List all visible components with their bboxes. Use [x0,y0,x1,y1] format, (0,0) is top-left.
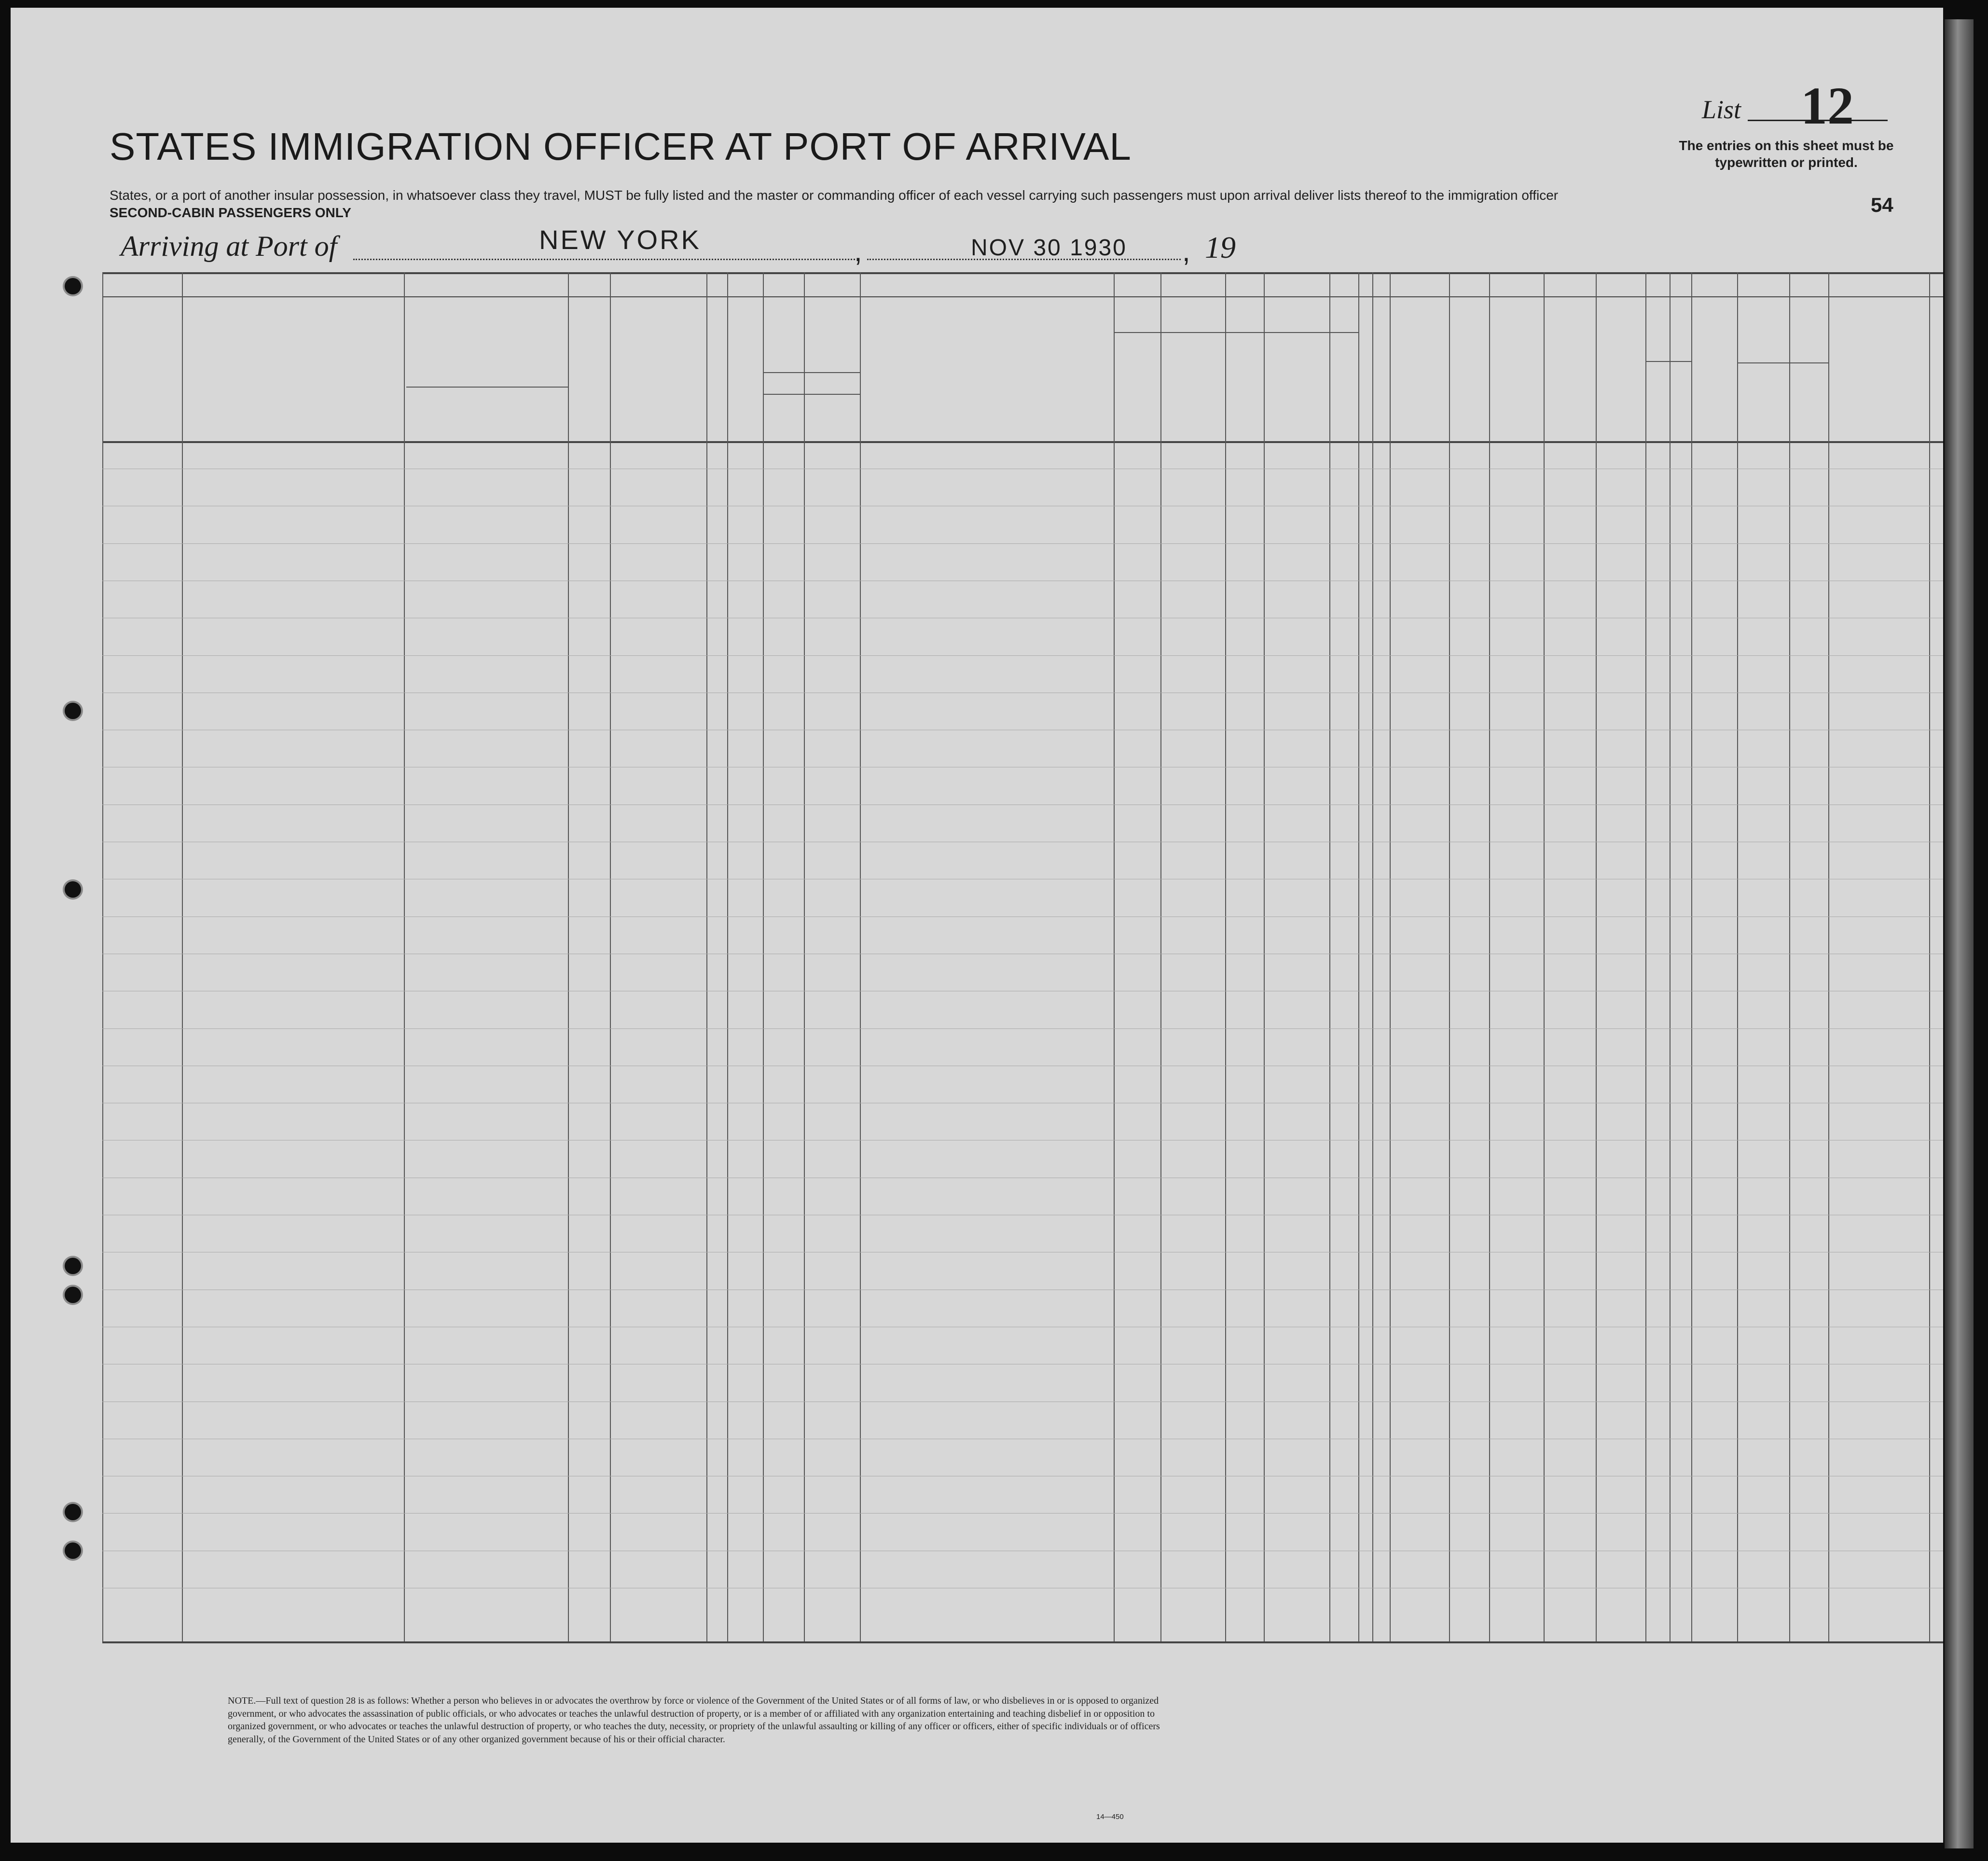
column-divider [1390,272,1391,1641]
row-divider [102,1513,1943,1514]
column-divider [1264,272,1265,1641]
column-divider [182,272,183,1641]
binder-hole [65,1504,81,1520]
header-subdivider [1737,362,1828,363]
year-label: 19 [1205,230,1236,264]
column-divider [1358,272,1359,1641]
column-divider [804,272,805,1641]
port-field-line [353,259,855,260]
sheet-number: 54 [1871,194,1893,216]
column-divider [1929,272,1930,1641]
column-divider [1789,272,1790,1641]
binder-hole [65,703,81,719]
column-divider [1691,272,1692,1641]
column-divider [706,272,707,1641]
separator-comma: , [1182,235,1190,267]
column-divider [1544,272,1545,1641]
list-label: List [1702,95,1741,124]
binder-hole [65,1287,81,1303]
column-divider [1114,272,1115,1641]
column-divider [102,272,103,1641]
class-note: SECOND-CABIN PASSENGERS ONLY [110,205,351,220]
column-divider [1329,272,1330,1641]
column-divider [1737,272,1738,1641]
binder-hole [65,881,81,898]
column-divider [1225,272,1226,1641]
column-divider [1372,272,1373,1641]
header-subdivider [763,372,860,373]
header-bottom-rule [102,441,1943,443]
header-subdivider [1645,361,1691,362]
header-subdivider [763,394,860,395]
table-bottom-rule [102,1641,1943,1643]
form-number: 14—450 [1096,1813,1124,1821]
column-divider [1489,272,1490,1641]
column-divider [860,272,861,1641]
separator-comma: , [854,235,862,267]
table-top-rule [102,272,1943,274]
list-number: 12 [1801,76,1854,135]
arriving-label: Arriving at Port of [121,230,337,262]
column-divider [1596,272,1597,1641]
row-divider [102,543,1943,544]
column-divider [1828,272,1829,1641]
date-stamp: NOV 30 1930 [971,235,1127,261]
column-divider [610,272,611,1641]
footnote: NOTE.—Full text of question 28 is as follows: Whether a person who believes in or advocates the overthrow by force or violence of the Government of the United States or of all forms of law, or who disbelieves in or is opposed to organized government, or who advocates the assassination of public officials, or who advocates or teaches the unlawful destruction of property, or is a member of or affiliated with any organization entertaining and teaching disbelief in or opposition to organized government, or who advocates or teaches the unlawful destruction of property, or who teaches the duty, necessity, or propriety of the unlawful assaulting or killing of any officer or officers, either of specific individuals or of officers generally, of the Government of the United States or of any other organized government because of his or their official character. [228,1695,1160,1745]
manifest-sheet [11,8,1943,1843]
column-divider [763,272,764,1641]
column-divider [404,272,405,1641]
column-divider [1449,272,1450,1641]
instruction-text: States, or a port of another insular possession, in whatsoever class they travel, MUST be fully listed and the master or commanding officer of each vessel carrying such passengers must upon arrival deliver lists thereof to the immigration officer [110,188,1559,203]
column-number-rule [102,296,1943,297]
page-title: STATES IMMIGRATION OFFICER AT PORT OF ARRIVAL [110,125,1132,168]
column-divider [1160,272,1161,1641]
adjacent-page-edge [1945,19,1974,1848]
header-subdivider [1114,332,1358,333]
binder-hole [65,1258,81,1274]
entries-notice: The entries on this sheet must be typewritten or printed. [1679,138,1894,170]
row-divider [102,655,1943,656]
row-divider [102,1028,1943,1029]
port-name: NEW YORK [539,224,701,255]
binder-hole [65,1542,81,1559]
binder-hole [65,278,81,294]
column-divider [568,272,569,1641]
header-subdivider [406,387,568,388]
column-divider [1645,272,1646,1641]
column-divider [727,272,728,1641]
